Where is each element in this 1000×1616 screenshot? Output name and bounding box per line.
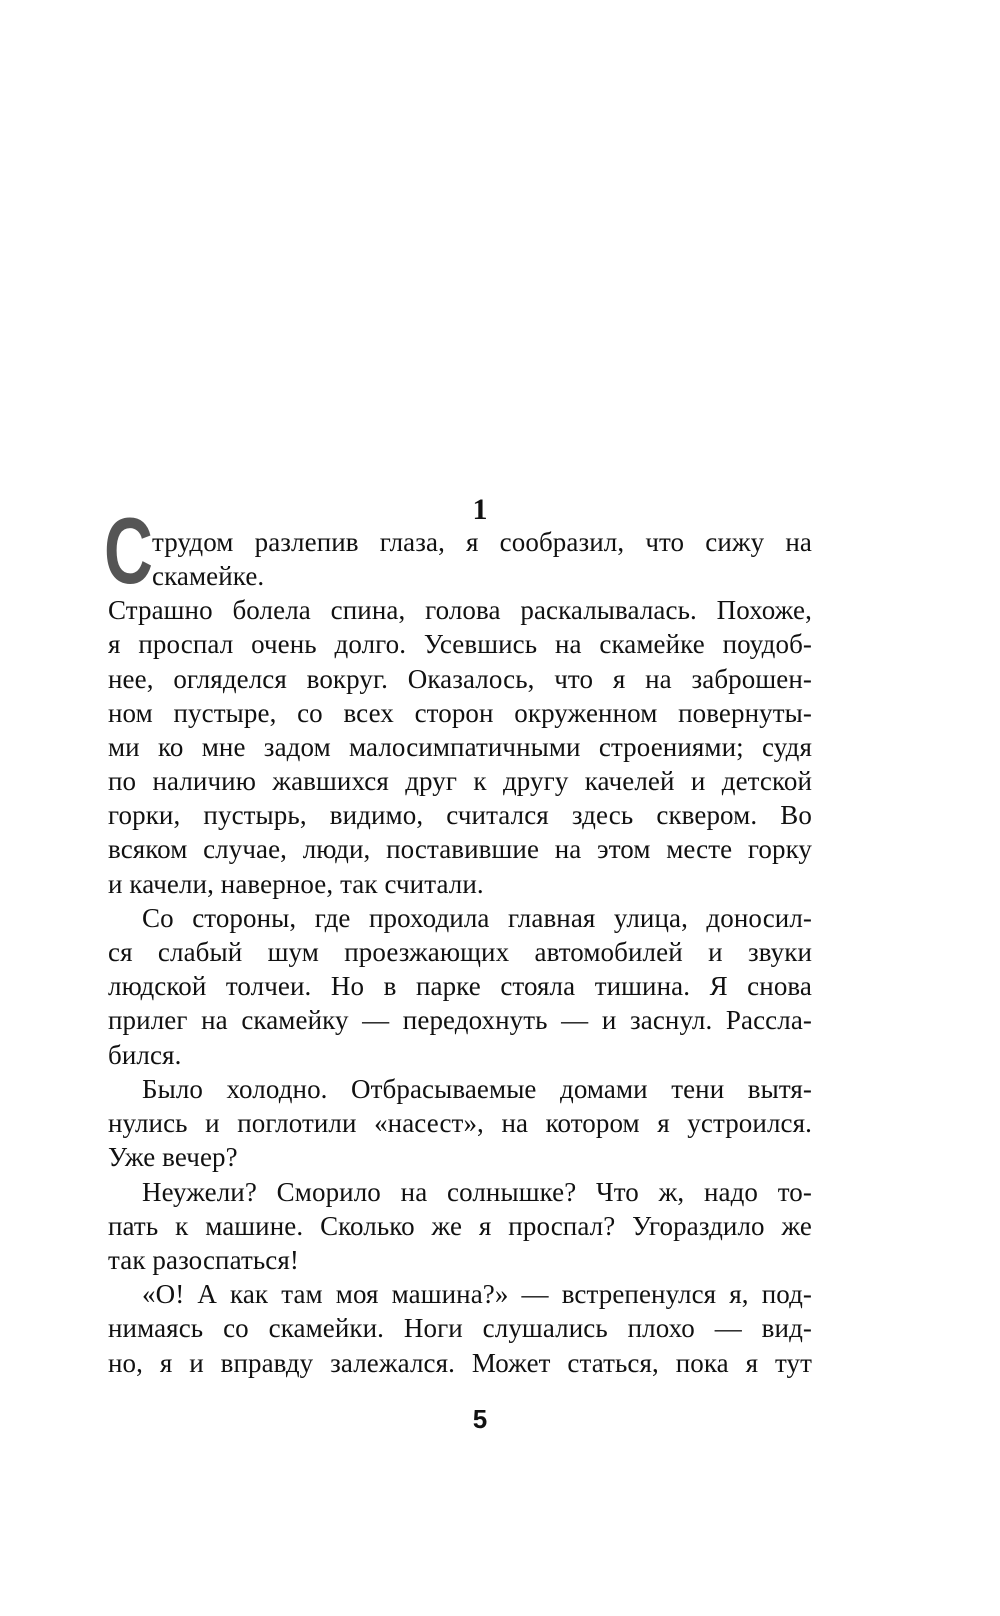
chapter-number: 1	[472, 493, 488, 526]
text-line: пать к машине. Сколько же я проспал? Угораздило же	[108, 1211, 812, 1241]
text-line: Было холодно. Отбрасываемые домами тени вытя-	[142, 1074, 812, 1104]
text-line: трудом разлепив глаза, я сообразил, что сижу на	[152, 527, 812, 557]
text-line: прилег на скамейку — передохнуть — и заснул. Рассла-	[108, 1005, 812, 1035]
text-line: «О! А как там моя машина?» — встрепенулся я, под-	[142, 1279, 812, 1309]
text-line: Со стороны, где проходила главная улица, доносил-	[142, 903, 812, 933]
text-line: я проспал очень долго. Усевшись на скамейке поудоб-	[108, 629, 812, 659]
text-line: Неужели? Сморило на солнышке? Что ж, надо то-	[142, 1177, 812, 1207]
text-line: Страшно болела спина, голова раскалывалась. Похоже,	[108, 595, 812, 625]
text-line: людской толчеи. Но в парке стояла тишина. Я снова	[108, 971, 812, 1001]
text-line: и качели, наверное, так считали.	[108, 869, 484, 899]
text-line: горки, пустырь, видимо, считался здесь сквером. Во	[108, 800, 812, 830]
text-line: нулись и поглотили «насест», на котором я устроился.	[108, 1108, 812, 1138]
page-number: 5	[472, 1404, 488, 1434]
text-line: бился.	[108, 1040, 182, 1070]
drop-cap-letter: С	[104, 498, 153, 603]
text-line: скамейке.	[152, 561, 265, 591]
text-line: нее, огляделся вокруг. Оказалось, что я на заброшен-	[108, 664, 812, 694]
text-line: но, я и вправду залежался. Может статься, пока я тут	[108, 1348, 812, 1378]
text-line: ми ко мне задом малосимпатичными строениями; судя	[108, 732, 812, 762]
text-line: ном пустыре, со всех сторон окруженном повернуты-	[108, 698, 812, 728]
text-line: Уже вечер?	[108, 1142, 238, 1172]
text-line: так разоспаться!	[108, 1245, 299, 1275]
text-line: всяком случае, люди, поставившие на этом месте горку	[108, 834, 812, 864]
text-line: ся слабый шум проезжающих автомобилей и звуки	[108, 937, 812, 967]
text-line: по наличию жавшихся друг к другу качелей и детской	[108, 766, 812, 796]
text-line: нимаясь со скамейки. Ноги слушались плохо — вид-	[108, 1313, 812, 1343]
